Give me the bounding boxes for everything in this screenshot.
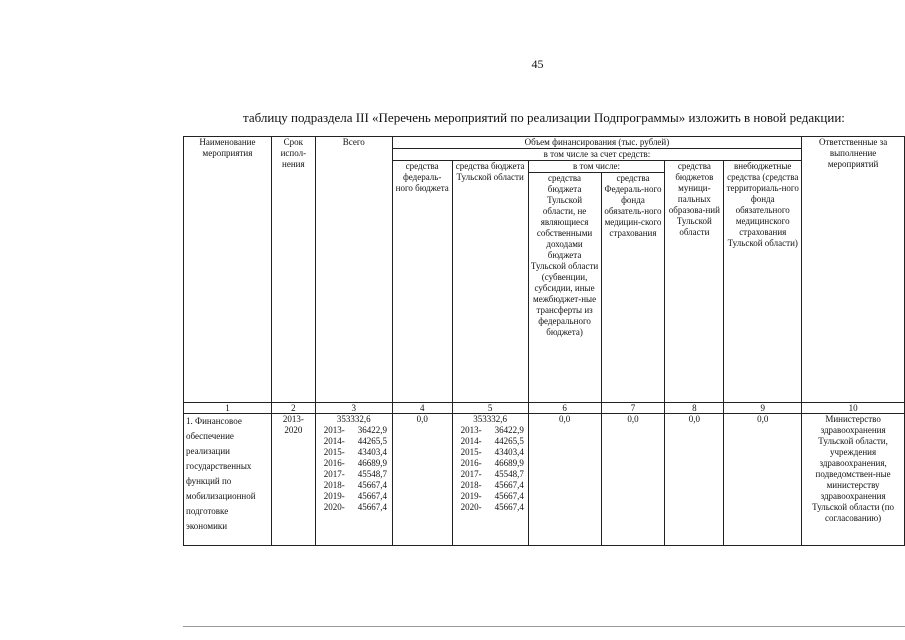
year-value: 2017- 45548,7 [323,469,388,479]
year-value: 2019- 45667,4 [460,491,524,501]
table-row [184,414,905,546]
year-value: 2018- 45667,4 [460,480,524,490]
year-value: 2015- 43403,4 [460,447,524,457]
col-number: 9 [724,403,802,414]
col-number: 1 [184,403,272,414]
year-value: 2020- 45667,4 [323,502,388,512]
row-extrabudget: 0,0 [724,414,802,546]
year-value: 2020- 45667,4 [460,502,524,512]
header-funding: Объем финансирования (тыс. рублей) [392,137,801,149]
year-value: 2014- 44265,5 [323,436,388,446]
year-value: 2016- 46689,9 [323,458,388,468]
row-name: 1. Финансовое обеспечение реализации государственных функций по мобилизационной подготовке экономики [184,414,272,546]
col-number: 8 [665,403,724,414]
bottom-rule [183,626,905,627]
header-fund: средства Федераль-ного фонда обязатель-ного медицин-ского страхования [601,173,665,403]
row-regional [452,414,528,546]
intro-text: таблицу подраздела III «Перечень мероприятий по реализации Подпрограммы» изложить в новой редакции: [243,110,845,125]
header-regional-own: средства бюджета Тульской области, не являющиеся собственными доходами бюджета Тульской области (субвенции, субсидии, иные межбюджет-ные трансферты из федерального бюджета) [528,173,601,403]
row-fund: 0,0 [601,414,665,546]
col-number: 10 [802,403,905,414]
header-federal: средства федераль-ного бюджета [392,161,452,403]
year-value: 2017- 45548,7 [460,469,524,479]
row-term: 2013-2020 [271,414,315,546]
header-regional: средства бюджета Тульской области [452,161,528,403]
row-federal: 0,0 [392,414,452,546]
year-value: 2015- 43403,4 [323,447,388,457]
year-value: 2013- 36422,9 [460,425,524,435]
row-regional-own: 0,0 [528,414,601,546]
header-responsible: Ответственные за выполнение мероприятий [802,137,905,403]
header-extrabudget: внебюджетные средства (средства территориаль-ного фонда обязательного медицинского страхования Тульской области) [724,161,802,403]
col-number: 4 [392,403,452,414]
year-value: 2014- 44265,5 [460,436,524,446]
year-value: 2013- 36422,9 [323,425,388,435]
year-value: 2019- 45667,4 [323,491,388,501]
row-municipal: 0,0 [665,414,724,546]
header-total: Всего [315,137,392,403]
page-number: 45 [531,57,544,71]
header-municipal: средства бюджетов муници-пальных образова-ний Тульской области [665,161,724,403]
col-number: 6 [528,403,601,414]
measures-table [183,136,905,546]
col-number: 5 [452,403,528,414]
col-number: 7 [601,403,665,414]
header-incl: в том числе: [528,161,665,173]
row-responsible: Министерство здравоохранения Тульской области, учреждения здравоохранения, подведомствен-ные министерству здравоохранения Тульской области (по согласованию) [802,414,905,546]
header-incl-sources: в том числе за счет средств: [392,149,801,161]
header-name: Наименование мероприятия [184,137,272,403]
header-term: Срок испол-нения [271,137,315,403]
row-total-sum: 353332,6 [336,414,371,424]
row-regional-sum: 353332,6 [473,414,507,424]
row-total [315,414,392,546]
year-value: 2018- 45667,4 [323,480,388,490]
year-value: 2016- 46689,9 [460,458,524,468]
col-number: 3 [315,403,392,414]
col-number: 2 [271,403,315,414]
